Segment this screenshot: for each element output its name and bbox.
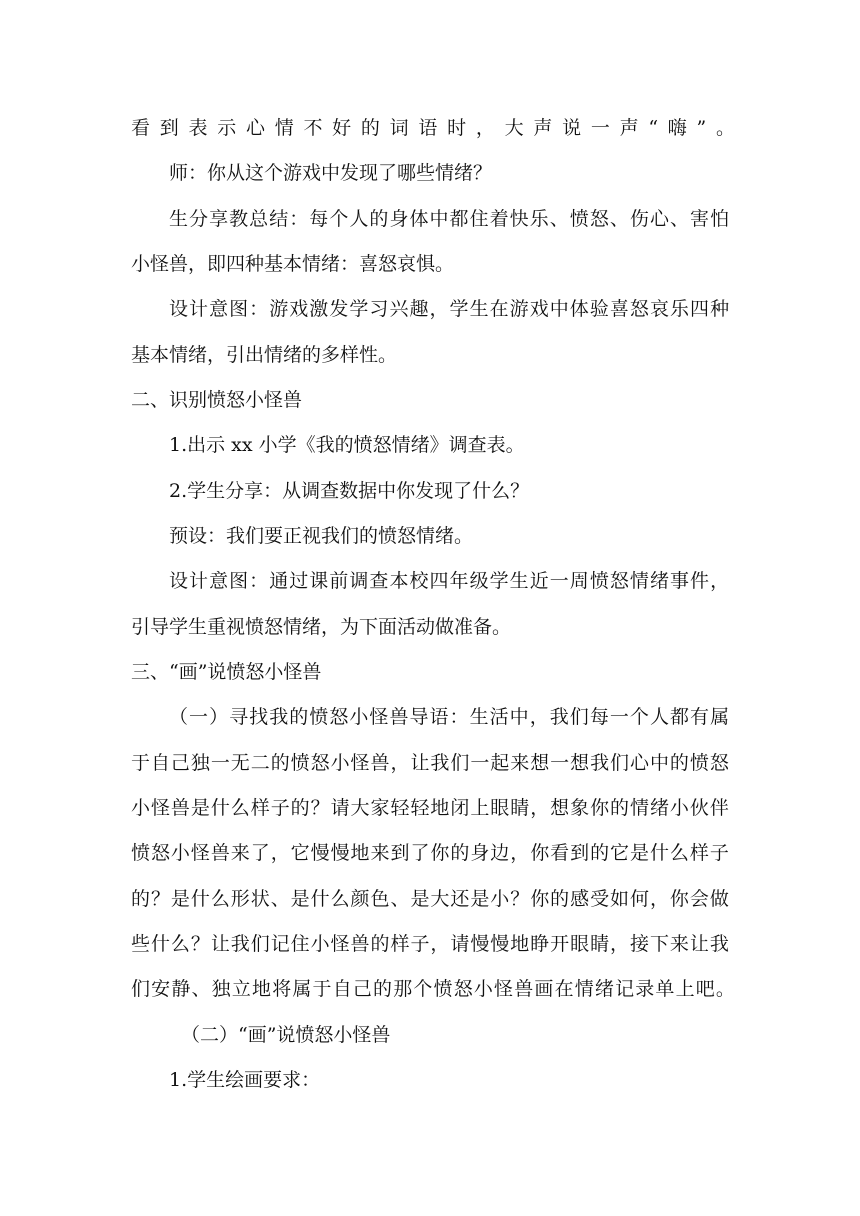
text-line: 1.学生绘画要求： [169,1069,321,1091]
text-line: 设计意图：通过课前调查本校四年级学生近一周愤怒情绪事件， [169,570,731,592]
text-line: 们安静、独立地将属于自己的那个愤怒小怪兽画在情绪记录单上吧。 [131,978,737,1000]
section-heading: 二、识别愤怒小怪兽 [131,389,303,411]
text-line: 的？是什么形状、是什么颜色、是大还是小？你的感受如何，你会做 [131,888,730,910]
text-line: 基本情绪，引出情绪的多样性。 [131,344,398,366]
text-line: 愤怒小怪兽来了，它慢慢地来到了你的身边，你看到的它是什么样子 [131,842,730,864]
text-line: 引导学生重视愤怒情绪，为下面活动做准备。 [131,616,512,638]
text-line: 师：你从这个游戏中发现了哪些情绪？ [169,162,493,184]
subsection-heading: （二）“画”说愤怒小怪兽 [181,1024,391,1046]
section-heading: 三、“画”说愤怒小怪兽 [131,661,322,683]
text-line: 生分享教总结：每个人的身体中都住着快乐、愤怒、伤心、害怕 [169,208,731,230]
text-line: 于自己独一无二的愤怒小怪兽，让我们一起来想一想我们心中的愤怒 [131,752,730,774]
text-line: 看到表示心情不好的词语时，大声说一声“嗨”。 [131,117,745,139]
text-line: 设计意图：游戏激发学习兴趣，学生在游戏中体验喜怒哀乐四种 [169,298,731,320]
text-line: 些什么？让我们记住小怪兽的样子，请慢慢地睁开眼睛，接下来让我 [131,933,730,955]
text-line: 2.学生分享：从调查数据中你发现了什么？ [169,480,530,502]
text-line: 1.出示 xx 小学《我的愤怒情绪》调查表。 [169,434,525,456]
text-line: 预设：我们要正视我们的愤怒情绪。 [169,525,474,547]
text-line: （一）寻找我的愤怒小怪兽导语：生活中，我们每一个人都有属 [169,706,731,728]
text-line: 小怪兽，即四种基本情绪：喜怒哀惧。 [131,253,455,275]
text-line: 小怪兽是什么样子的？请大家轻轻地闭上眼睛，想象你的情绪小伙伴 [131,797,730,819]
